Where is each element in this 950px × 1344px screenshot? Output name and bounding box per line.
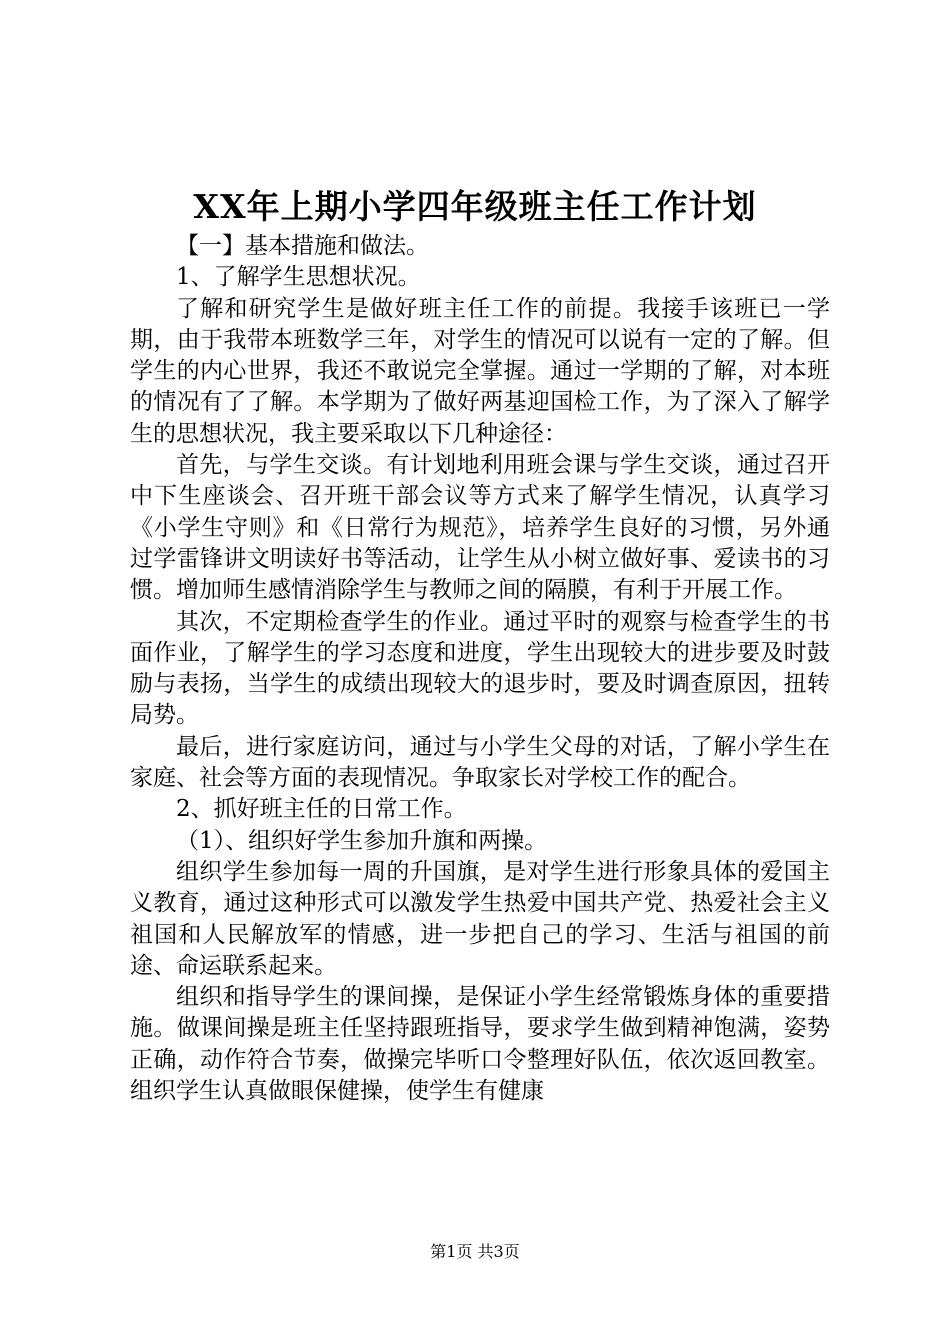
paragraph: 组织和指导学生的课间操，是保证小学生经常锻炼身体的重要措施。做课间操是班主任坚持跟班指导，要求学生做到精神饱满，姿势正确，动作符合节奏，做操完毕听口令整理好队伍，依次返回教室。组织学生认真做眼保健操，使学生有健康 — [130, 984, 830, 1105]
paragraph: 组织学生参加每一周的升国旗，是对学生进行形象具体的爱国主义教育，通过这种形式可以激发学生热爱中国共产党、热爱社会主义祖国和人民解放军的情感，进一步把自己的学习、生活与祖国的前途、命运联系起来。 — [130, 858, 830, 979]
section-heading: 【一】基本措施和做法。 — [176, 233, 429, 259]
subsection-heading: 1、了解学生思想状况。 — [176, 264, 421, 291]
paragraph: 首先，与学生交谈。有计划地利用班会课与学生交谈，通过召开中下生座谈会、召开班干部会议等方式来了解学生情况，认真学习《小学生守则》和《日常行为规范》，培养学生良好的习惯，另外通过学雷锋讲文明读好书等活动，让学生从小树立做好事、爱读书的习惯。增加师生感情消除学生与教师之间的隔膜，有利于开展工作。 — [130, 452, 830, 604]
paragraph: 其次，不定期检查学生的作业。通过平时的观察与检查学生的书面作业，了解学生的学习态度和进度，学生出现较大的进步要及时鼓励与表扬，当学生的成绩出现较大的退步时，要及时调查原因，扭转局势。 — [130, 608, 830, 729]
subsection-heading: （1）、组织好学生参加升旗和两操。 — [176, 827, 548, 854]
document-body — [130, 231, 830, 1107]
document-title: XX年上期小学四年级班主任工作计划 — [193, 187, 757, 226]
page-footer: 第1页 共3页 — [430, 1242, 520, 1261]
paragraph: 了解和研究学生是做好班主任工作的前提。我接手该班已一学期，由于我带本班数学三年，对学生的情况可以说有一定的了解。但学生的内心世界，我还不敢说完全掌握。通过一学期的了解，对本班的情况有了了解。本学期为了做好两基迎国检工作，为了深入了解学生的思想状况，我主要采取以下几种途径： — [130, 295, 830, 447]
paragraph: 最后，进行家庭访问，通过与小学生父母的对话，了解小学生在家庭、社会等方面的表现情况。争取家长对学校工作的配合。 — [130, 733, 830, 792]
subsection-heading: 2、抓好班主任的日常工作。 — [176, 796, 467, 823]
